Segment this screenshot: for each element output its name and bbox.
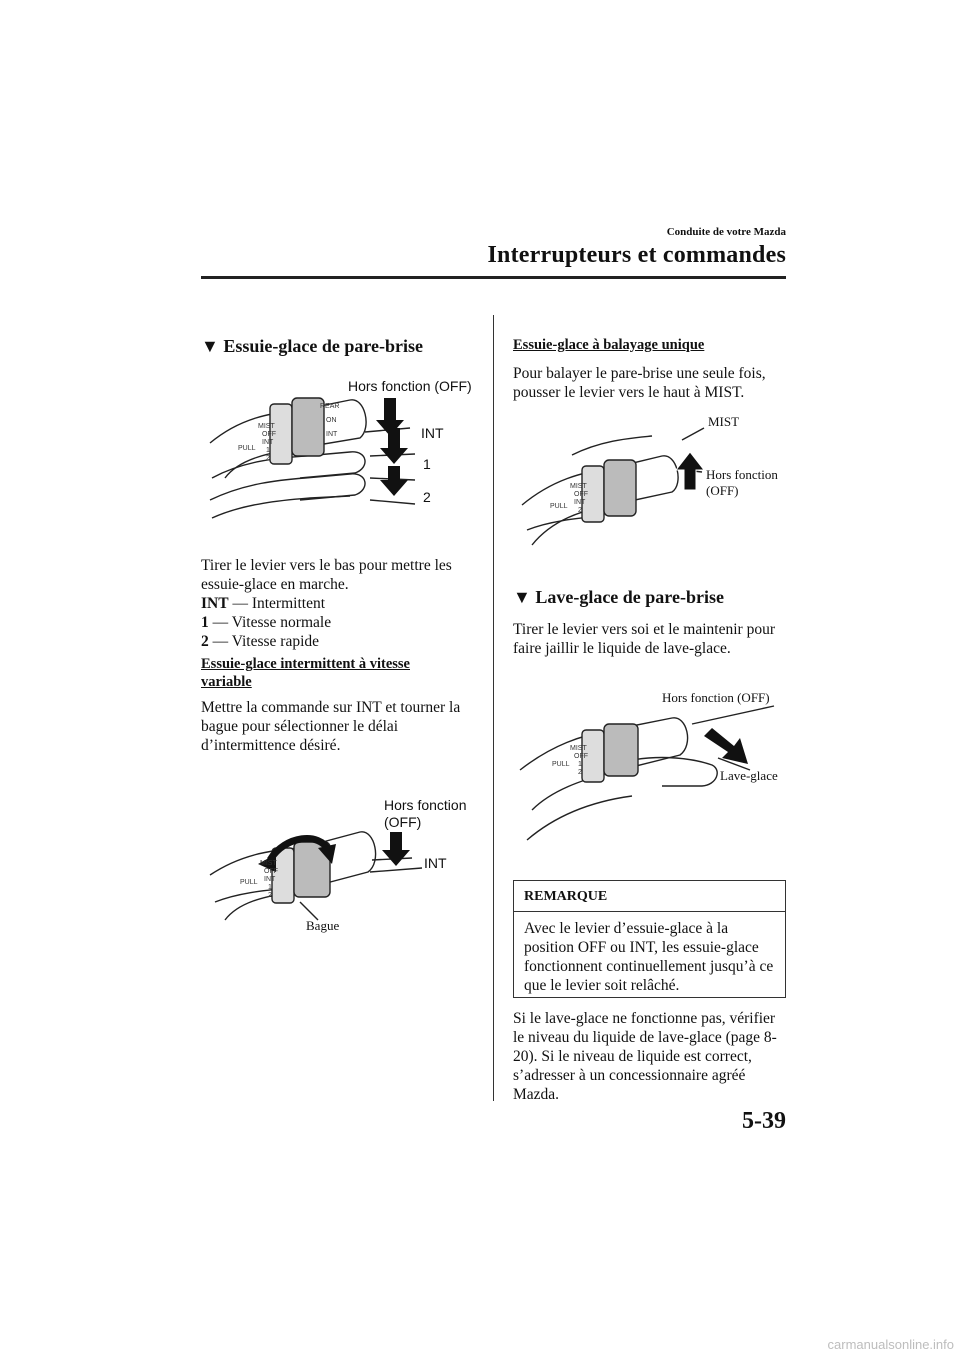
mark-int: INT: [264, 876, 276, 883]
mark-int: INT: [574, 499, 586, 506]
section-heading-wiper: [201, 336, 423, 357]
triangle-marker-icon: ▼: [513, 587, 531, 607]
arrow-down-icon: [382, 832, 410, 866]
mark-pull: PULL: [550, 503, 568, 510]
fig3-off-line-2: (OFF): [706, 483, 739, 498]
fig2-label-int: INT: [424, 855, 447, 871]
mark-int-rear: INT: [326, 431, 338, 438]
mark-2: 2: [578, 769, 582, 776]
mark-2: 2: [268, 892, 272, 899]
down-arrows: [376, 398, 408, 496]
mark-int: INT: [262, 439, 274, 446]
mark-2: 2: [266, 455, 270, 462]
column-divider: [493, 315, 494, 1101]
fig3-label-mist: MIST: [708, 414, 740, 429]
legend-text: — Intermittent: [228, 595, 325, 612]
section-heading-text: Lave-glace de pare-brise: [535, 587, 724, 607]
legend-int: [201, 594, 325, 613]
fig1-label-int: INT: [421, 425, 444, 441]
mark-mist: MIST: [260, 860, 277, 867]
paragraph-washer-fault: Si le lave-glace ne fonctionne pas, vérifier le niveau du liquide de lave-glace (page 8-20). Si le niveau de liquide est correct, s’adresser à un concessionnaire agréé Mazda.: [513, 1010, 777, 1103]
paragraph-pull-down: Tirer le levier vers le bas pour mettre les essuie-glace en marche.: [201, 557, 452, 593]
fig1-label-2: 2: [423, 489, 431, 505]
control-knob: [604, 724, 638, 776]
subheading-line-1: Essuie-glace intermittent à vitesse: [201, 656, 410, 672]
page-number: 5-39: [742, 1108, 786, 1134]
legend-1: [201, 613, 331, 632]
mark-off: OFF: [574, 491, 588, 498]
fig4-label-off: Hors fonction (OFF): [662, 690, 770, 705]
triangle-marker-icon: ▼: [201, 336, 219, 356]
legend-text: — Vitesse normale: [208, 614, 332, 631]
mark-mist: MIST: [258, 423, 275, 430]
mark-mist: MIST: [570, 483, 587, 490]
mark-rear: REAR: [320, 403, 340, 410]
control-knob: [604, 460, 636, 516]
mark-off: OFF: [264, 868, 278, 875]
arrow-up-icon: [676, 452, 704, 490]
paragraph-variable-intermittent: Mettre la commande sur INT et tourner la bague pour sélectionner le délai d’intermittence désiré.: [201, 699, 461, 754]
watermark: carmanualsonline.info: [827, 1337, 954, 1352]
mark-1: 1: [268, 884, 272, 891]
section-heading-text: Essuie-glace de pare-brise: [223, 336, 423, 356]
lever-ghost-2: [212, 496, 350, 518]
note-divider: [514, 911, 785, 912]
arrow-down-icon: [380, 428, 408, 464]
paragraph-single-sweep: Pour balayer le pare-brise une seule fois, pousser le levier vers le haut à MIST.: [513, 365, 766, 401]
mark-pull: PULL: [552, 761, 570, 768]
lever-ghost-pull: [632, 758, 717, 786]
mark-off: OFF: [574, 753, 588, 760]
mark-pull: PULL: [238, 445, 256, 452]
header-rule: [201, 276, 786, 279]
paragraph-washer: Tirer le levier vers soi et le maintenir pour faire jaillir le liquide de lave-glace.: [513, 621, 775, 657]
section-heading-washer: [513, 587, 724, 608]
lever-ghost-mist: [572, 436, 652, 455]
mark-1: 1: [266, 447, 270, 454]
mark-off: OFF: [262, 431, 276, 438]
fig4-label-washer: Lave-glace: [720, 768, 778, 783]
note-text: Avec le levier d’essuie-glace à la position OFF ou INT, les essuie-glace fonctionnent continuellement jusqu’à ce que le levier soit relâché.: [524, 920, 774, 994]
note-title: REMARQUE: [524, 889, 608, 904]
mark-mist: MIST: [570, 745, 587, 752]
fig3-off-line-1: Hors fonction: [706, 467, 778, 482]
figure-intermittent-ring: [200, 820, 480, 940]
fig2-off-line-1: Hors fonction: [384, 797, 467, 813]
mark-pull: PULL: [240, 879, 258, 886]
chapter-name: Conduite de votre Mazda: [666, 226, 786, 238]
fig3-label-off: [706, 467, 778, 499]
fig1-label-1: 1: [423, 456, 431, 472]
legend-2: [201, 632, 319, 651]
fig2-label-ring: Bague: [306, 918, 340, 933]
legend-key: 2: [201, 633, 209, 650]
fig2-off-line-2: (OFF): [384, 814, 422, 830]
arrow-diagonal-icon: [704, 728, 748, 764]
legend-text: — Vitesse rapide: [208, 633, 320, 650]
subheading-line-2: variable: [201, 674, 252, 690]
arrow-down-icon: [380, 466, 408, 496]
mark-on: ON: [326, 417, 337, 424]
lever-lower-outline: [527, 796, 632, 840]
mark-1: 1: [578, 761, 582, 768]
page-title: Interrupteurs et commandes: [487, 242, 786, 268]
fig1-label-off: Hors fonction (OFF): [348, 378, 472, 394]
legend-key: 1: [201, 614, 209, 631]
legend-key: INT: [201, 595, 229, 612]
subheading-single-sweep: Essuie-glace à balayage unique: [513, 337, 705, 353]
mark-2: 2: [578, 507, 582, 514]
fig2-label-off: [384, 797, 466, 831]
note-box: [513, 880, 786, 998]
subheading-variable-intermittent: [201, 655, 410, 691]
